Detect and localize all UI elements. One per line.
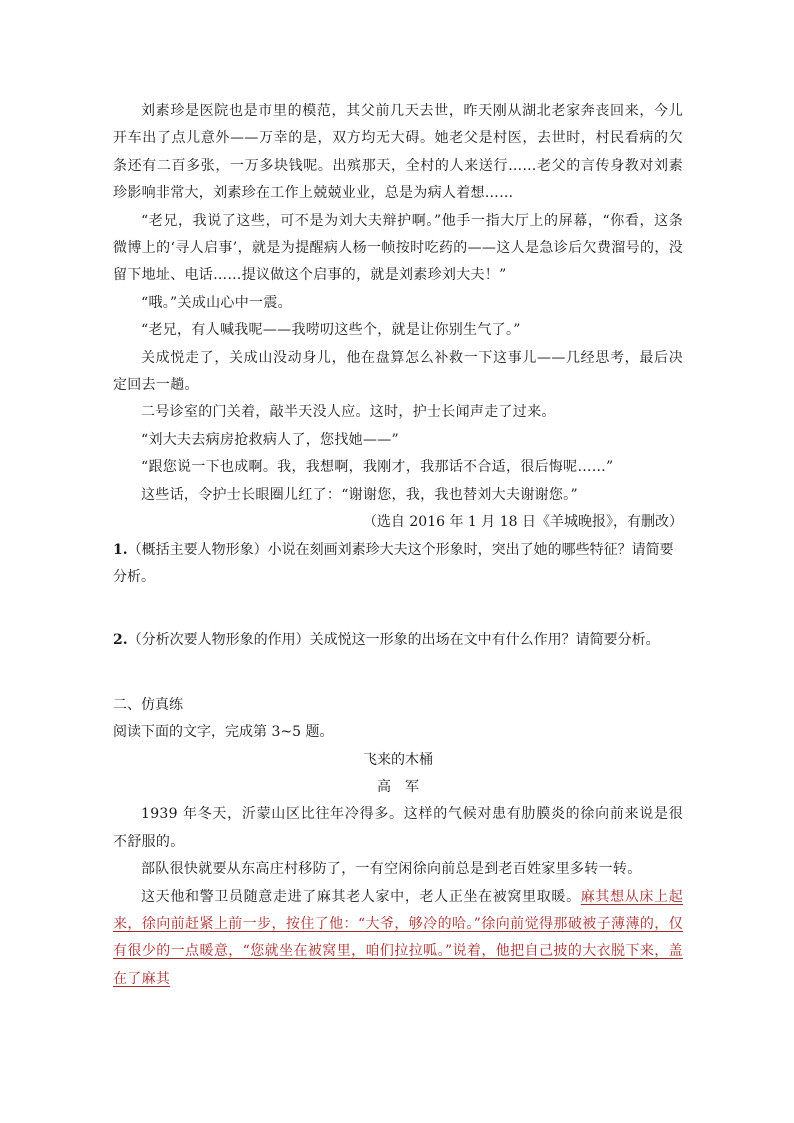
question-text: （概括主要人物形象）小说在刻画刘素珍大夫这个形象时，突出了她的哪些特征？请简要分析。 bbox=[113, 541, 674, 585]
question-2 bbox=[113, 627, 683, 654]
section-instruction: 阅读下面的文字，完成第 3~5 题。 bbox=[113, 724, 334, 741]
story-paragraph: “老兄，我说了这些，可不是为刘大夫辩护啊。”他手一指大厅上的屏幕，“你看，这条微博上的‘寻人启事’，就是为提醒病人杨一帧按时吃药的——这人是急诊后欠费溜号的，没留下地址、电话……提议做这个启事的，就是刘素珍刘大夫！” bbox=[113, 212, 683, 284]
story-paragraph: 刘素珍是医院也是市里的模范，其父前几天去世，昨天刚从湖北老家奔丧回来，今儿开车出了点儿意外——万幸的是，双方均无大碍。她老父是村医，去世时，村民看病的欠条还有二百多张，一万多块钱呢。出殡那天，全村的人来送行……老父的言传身教对刘素珍影响非常大，刘素珍在工作上兢兢业业，总是为病人着想…… bbox=[113, 103, 683, 202]
question-1 bbox=[113, 537, 683, 592]
story-paragraph: 关成悦走了，关成山没动身儿，他在盘算怎么补救一下这事儿——几经思考，最后决定回去一趟。 bbox=[113, 349, 683, 394]
question-number: 1. bbox=[113, 541, 128, 558]
section-heading: 二、仿真练 bbox=[113, 696, 183, 713]
question-text: （分析次要人物形象的作用）关成悦这一形象的出场在文中有什么作用？请简要分析。 bbox=[127, 632, 660, 649]
paragraph-plain-text: 这天他和警卫员随意走进了麻其老人家中，老人正坐在被窝里取暖。 bbox=[141, 888, 581, 905]
story-paragraph: 部队很快就要从东高庄村移防了，一有空闲徐向前总是到老百姓家里多转一转。 bbox=[141, 861, 642, 878]
story-paragraph: “刘大夫去病房抢救病人了，您找她——” bbox=[141, 431, 400, 448]
story-paragraph: 1939 年冬天，沂蒙山区比往年冷得多。这样的气候对患有肋膜炎的徐向前来说是很不舒服的。 bbox=[113, 806, 683, 850]
document-page bbox=[113, 98, 683, 993]
story-paragraph: “跟您说一下也成啊。我，我想啊，我刚才，我那话不合适，很后悔呢……” bbox=[141, 459, 614, 476]
source-citation: （选自 2016 年 1 月 18 日《羊城晚报》，有删改） bbox=[362, 514, 683, 531]
question-number: 2. bbox=[113, 632, 128, 649]
story-title: 飞来的木桶 bbox=[363, 751, 433, 768]
story-paragraph: “哦。”关成山心中一震。 bbox=[141, 294, 292, 311]
story-author: 高军 bbox=[377, 778, 433, 795]
marked-sentence: 麻其想从床上起来，徐向前赶紧上前一步，按住了他：“大爷，够冷的哈。”徐向前觉得那破被子薄薄的，仅有很少的一点暖意，“您就坐在被窝里，咱们拉拉呱。”说着，他把自己披的大衣脱下来，盖在了麻其 bbox=[113, 888, 683, 987]
story-paragraph: 二号诊室的门关着，敲半天没人应。这时，护士长闻声走了过来。 bbox=[141, 404, 556, 421]
story-paragraph: 这些话，令护士长眼圈儿红了：“谢谢您，我，我也替刘大夫谢谢您。” bbox=[141, 486, 578, 503]
story-paragraph bbox=[113, 884, 683, 994]
story-paragraph: “老兄，有人喊我呢——我唠叨这些个，就是让你别生气了。” bbox=[141, 322, 521, 339]
